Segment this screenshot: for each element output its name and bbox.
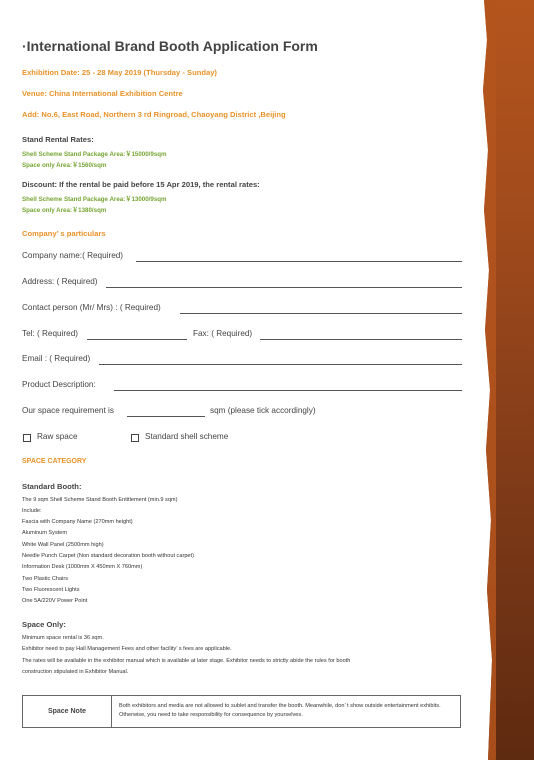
torn-paper-edge [478, 0, 496, 760]
tel-label: Tel: ( Required) [22, 329, 78, 338]
space-category-heading: SPACE CATEGORY [22, 458, 87, 465]
space-only-line: Exhibitor need to pay Hall Management Fees and other facility’ s fees are applicable. [22, 646, 232, 652]
booth-item: Information Desk (1000mm X 450mm X 760mm) [22, 564, 143, 570]
standard-booth-heading: Standard Booth: [22, 482, 82, 491]
address-label: Address: ( Required) [22, 277, 98, 286]
product-field[interactable] [114, 380, 462, 391]
tel-field[interactable] [87, 329, 187, 340]
company-name-field[interactable] [136, 251, 462, 262]
booth-item: The 9 sqm Shell Scheme Stand Booth Entitlement (min.9 sqm) [22, 497, 178, 503]
booth-item: One 5A/220V Power Point [22, 598, 88, 604]
address: Add: No.6, East Road, Northern 3 rd Ringroad, Chaoyang District ,Beijing [22, 110, 286, 119]
contact-field[interactable] [180, 303, 462, 314]
booth-item: Two Plastic Chairs [22, 576, 69, 582]
space-note-box [22, 695, 461, 728]
booth-item: Include: [22, 508, 42, 514]
email-field[interactable] [99, 354, 462, 365]
space-only-line: construction stipulated in Exhibitor Manual. [22, 669, 129, 675]
contact-row [22, 303, 462, 315]
address-field[interactable] [106, 277, 462, 288]
stand-rental-heading: Stand Rental Rates: [22, 135, 94, 144]
space-only-line: The rates will be available in the exhibitor manual which is available at later stage. Exhibitor needs to strictly abide the rules for booth [22, 658, 351, 664]
fax-label: Fax: ( Required) [193, 329, 253, 338]
tel-fax-row [22, 329, 462, 341]
exhibition-date: Exhibition Date: 25 - 28 May 2019 (Thursday - Sunday) [22, 68, 217, 77]
space-requirement-field[interactable] [127, 406, 205, 417]
address-row [22, 277, 462, 289]
fax-field[interactable] [260, 329, 462, 340]
booth-item: White Wall Panel (2500mm high) [22, 542, 104, 548]
email-row [22, 354, 462, 366]
raw-space-checkbox[interactable] [23, 434, 31, 442]
booth-item: Fascia with Company Name (270mm height) [22, 519, 133, 525]
space-note-label: Space Note [23, 696, 112, 727]
booth-item: Needle Punch Carpet (Non standard decoration booth without carpet) [22, 553, 194, 559]
shell-scheme-label: Standard shell scheme [145, 432, 229, 441]
booth-item: Two Fluorescent Lights [22, 587, 80, 593]
space-requirement-row [22, 406, 462, 418]
raw-space-label: Raw space [37, 432, 78, 441]
title-text: International Brand Booth Application Form [26, 38, 318, 54]
product-label: Product Description: [22, 380, 96, 389]
shell-scheme-checkbox[interactable] [131, 434, 139, 442]
space-req-suffix: sqm (please tick accordingly) [210, 406, 316, 415]
form-title [22, 38, 318, 54]
company-name-label: Company name:( Required) [22, 251, 124, 260]
space-req-prefix: Our space requirement is [22, 406, 114, 415]
venue: Venue: China International Exhibition Centre [22, 89, 183, 98]
contact-label: Contact person (Mr/ Mrs) : ( Required) [22, 303, 161, 312]
particulars-heading: Company’ s particulars [22, 229, 106, 238]
product-row [22, 380, 462, 392]
space-type-options [22, 432, 462, 444]
space-note-text: Both exhibitors and media are not allowed to sublet and transfer the booth. Meanwhile, don’ t show outside entertainment exhibits. Otherwise, you need to take responsibility for consequence by yourselves. [119, 703, 441, 718]
company-name-row [22, 251, 462, 263]
title-bullet: · [22, 38, 27, 54]
rate-shell: Shell Scheme Stand Package Area:￥15000/9sqm [22, 151, 167, 158]
rate-space: Space only Area:￥1560/sqm [22, 162, 107, 169]
booth-item: Aluminum System [22, 530, 68, 536]
email-label: Email : ( Required) [22, 354, 91, 363]
space-only-heading: Space Only: [22, 620, 66, 629]
discount-shell: Shell Scheme Stand Package Area:￥13000/9sqm [22, 196, 167, 203]
discount-space: Space only Area:￥1380/sqm [22, 207, 107, 214]
space-only-line: Minimum space rental is 36 sqm. [22, 635, 104, 641]
discount-heading: Discount: If the rental be paid before 15 Apr 2019, the rental rates: [22, 180, 260, 189]
